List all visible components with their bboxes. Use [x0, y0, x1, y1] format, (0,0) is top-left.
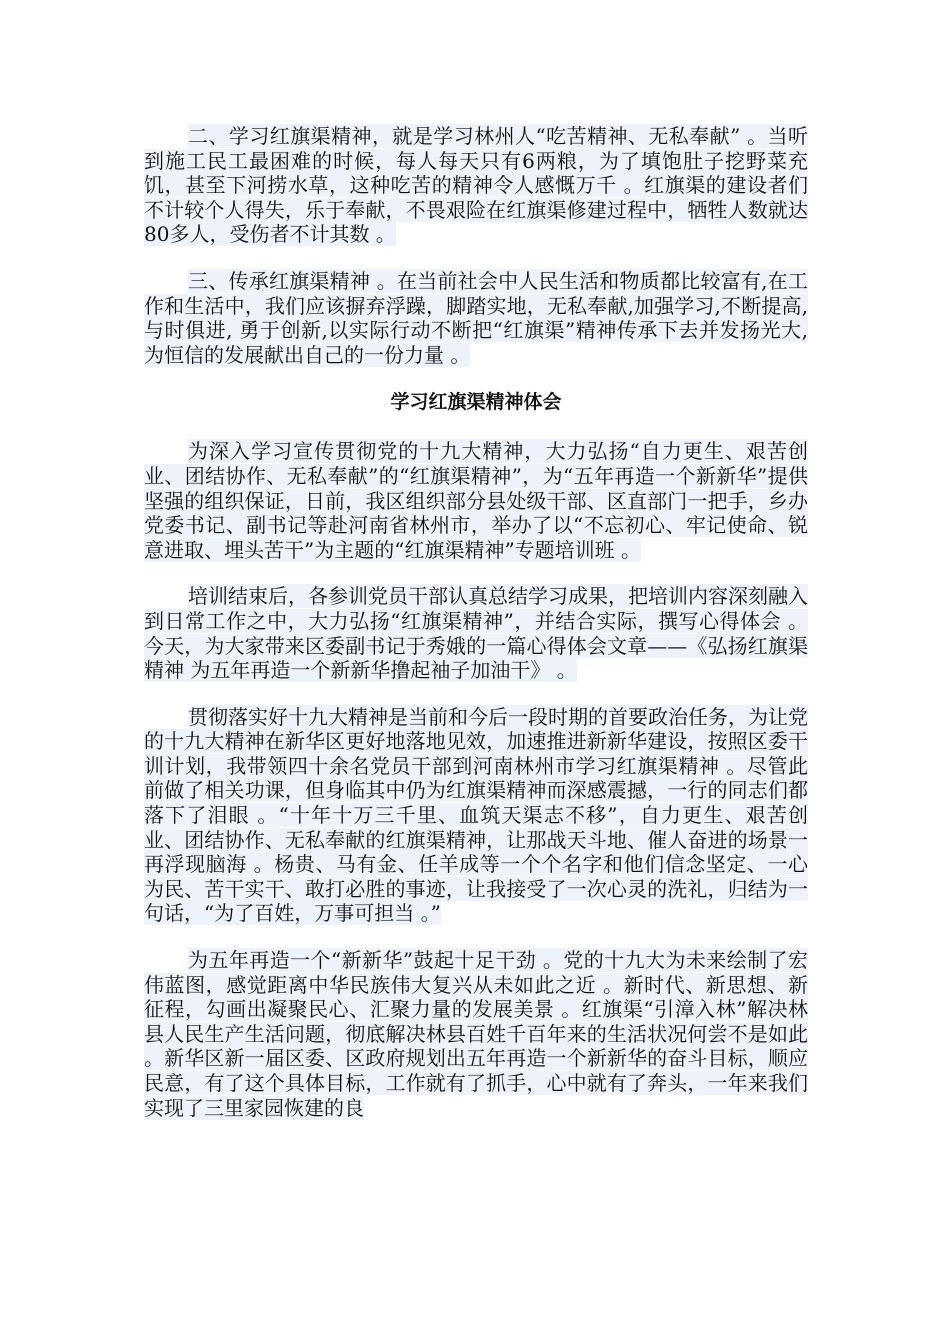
document-body — [144, 124, 808, 1142]
section-heading: 学习红旗渠精神体会 — [390, 391, 562, 414]
paragraph-implementation: 贯彻落实好十九大精神是当前和今后一段时期的首要政治任务，为让党的十九大精神在新华区更好地落地见效，加速推进新新华建设，按照区委干训计划，我带领四十余名党员干部到河南林州市学习红旗渠精神 。尽管此前做了相关功课，但身临其中仍为红旗渠精神而深感震撼，一行的同志们都落下了泪眼 。“十年十万三千里、血筑天渠志不移”，自力更生、艰苦创业、团结协作、无私奉献的红旗渠精神，让那战天斗地、催人奋进的场景一再浮现脑海 。杨贵、马有金、任羊成等一个个名字和他们信念坚定、一心为民、苦干实干、敢打必胜的事迹，让我接受了一次心灵的洗礼，归结为一句话，“为了百姓，万事可担当 。” — [144, 704, 808, 926]
paragraph-new-xinhua: 为五年再造一个“新新华”鼓起十足干劲 。党的十九大为未来绘制了宏伟蓝图，感觉距离中华民族伟大复兴从未如此之近 。新时代、新思想、新征程，勾画出凝聚民心、汇聚力量的发展美景 。红旗渠“引漳入林”解决林县人民生产生活问题，彻底解决林县百姓千百年来的生活状况何尝不是如此 。新华区新一届区委、区政府规划出五年再造一个新新华的奋斗目标，顺应民意，有了这个具体目标，工作就有了抓手，心中就有了奔头，一年来我们实现了三里家园恢建的良 — [144, 948, 808, 1120]
paragraph-section-three: 三、传承红旗渠精神 。在当前社会中人民生活和物质都比较富有,在工作和生活中，我们应该摒弃浮躁，脚踏实地，无私奉献,加强学习,不断提高,与时俱进, 勇于创新,以实际行动不断把“红旗渠”精神传承下去并发扬光大,为恒信的发展献出自己的一份力量 。 — [144, 268, 808, 367]
paragraph-intro: 为深入学习宣传贯彻党的十九大精神，大力弘扬“自力更生、艰苦创业、团结协作、无私奉献”的“红旗渠精神”，为“五年再造一个新新华”提供坚强的组织保证，日前，我区组织部分县处级干部、区直部门一把手，乡办党委书记、副书记等赴河南省林州市，举办了以“不忘初心、牢记使命、锐意进取、埋头苦干”为主题的“红旗渠精神”专题培训班 。 — [144, 439, 808, 562]
paragraph-section-two: 二、学习红旗渠精神，就是学习林州人“吃苦精神、无私奉献” 。当听到施工民工最困难的时候，每人每天只有6两粮，为了填饱肚子挖野菜充饥，甚至下河捞水草，这种吃苦的精神令人感慨万千 。红旗渠的建设者们不计较个人得失，乐于奉献，不畏艰险在红旗渠修建过程中，牺牲人数就达80多人，受伤者不计其数 。 — [144, 124, 808, 247]
paragraph-training-summary: 培训结束后，各参训党员干部认真总结学习成果，把培训内容深刻融入到日常工作之中，大力弘扬“红旗渠精神”，并结合实际，撰写心得体会 。今天，为大家带来区委副书记于秀娥的一篇心得体会文章——《弘扬红旗渠精神 为五年再造一个新新华撸起袖子加油干》 。 — [144, 584, 808, 683]
